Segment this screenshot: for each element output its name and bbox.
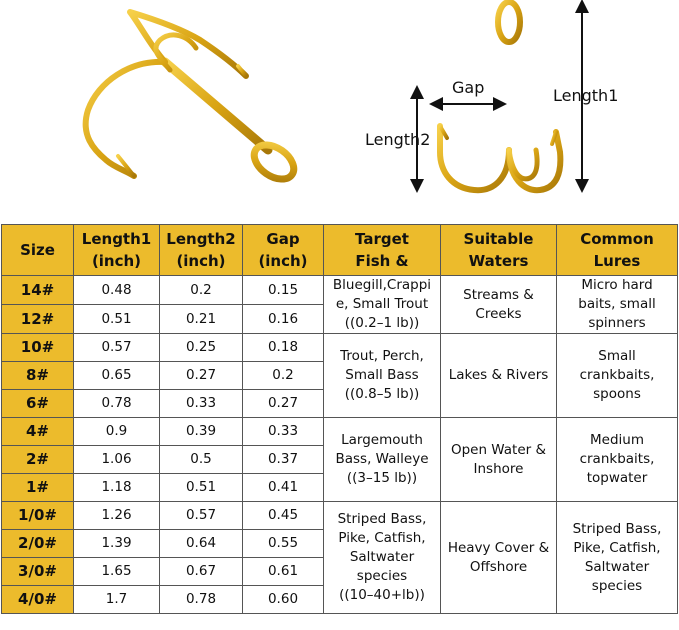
target-fish-cell: Bluegill,Crappi e, Small Trout ((0.2–1 lb)) <box>324 276 441 334</box>
length2-cell: 0.57 <box>160 502 243 530</box>
table-row <box>2 502 678 530</box>
length1-cell: 1.18 <box>74 474 160 502</box>
gap-cell: 0.55 <box>243 530 324 558</box>
header-length1: Length1 (inch) <box>74 225 160 276</box>
gap-cell: 0.18 <box>243 334 324 362</box>
suitable-waters-cell: Lakes & Rivers <box>441 334 557 418</box>
table-row <box>2 334 678 362</box>
length1-cell: 0.78 <box>74 390 160 418</box>
treble-hook-illustrations <box>0 0 679 222</box>
header-length2: Length2 (inch) <box>160 225 243 276</box>
common-lures-cell: Striped Bass, Pike, Catfish, Saltwater species <box>557 502 678 614</box>
gap-cell: 0.16 <box>243 305 324 334</box>
gap-cell: 0.2 <box>243 362 324 390</box>
length2-cell: 0.51 <box>160 474 243 502</box>
target-fish-cell: Largemouth Bass, Walleye ((3–15 lb)) <box>324 418 441 502</box>
header-size: Size <box>2 225 74 276</box>
header-target-fish: Target Fish & <box>324 225 441 276</box>
length2-cell: 0.64 <box>160 530 243 558</box>
length1-label: Length1 <box>553 86 619 105</box>
size-cell: 6# <box>2 390 74 418</box>
length1-cell: 0.48 <box>74 276 160 305</box>
suitable-waters-cell: Streams & Creeks <box>441 276 557 334</box>
size-cell: 1# <box>2 474 74 502</box>
size-cell: 8# <box>2 362 74 390</box>
table-row <box>2 418 678 446</box>
target-fish-cell: Striped Bass, Pike, Catfish, Saltwater species ((10–40+lb)) <box>324 502 441 614</box>
size-cell: 3/0# <box>2 558 74 586</box>
length2-cell: 0.27 <box>160 362 243 390</box>
length1-cell: 1.39 <box>74 530 160 558</box>
size-cell: 14# <box>2 276 74 305</box>
gap-cell: 0.60 <box>243 586 324 614</box>
length1-cell: 1.7 <box>74 586 160 614</box>
treble-hook-angled <box>86 12 300 186</box>
target-fish-cell: Trout, Perch, Small Bass ((0.8–5 lb)) <box>324 334 441 418</box>
gap-label: Gap <box>452 78 485 97</box>
length2-cell: 0.25 <box>160 334 243 362</box>
hook-diagram <box>0 0 679 222</box>
length1-cell: 0.57 <box>74 334 160 362</box>
gap-cell: 0.41 <box>243 474 324 502</box>
size-cell: 10# <box>2 334 74 362</box>
header-common-lures: Common Lures <box>557 225 678 276</box>
gap-cell: 0.15 <box>243 276 324 305</box>
length2-cell: 0.2 <box>160 276 243 305</box>
size-cell: 1/0# <box>2 502 74 530</box>
suitable-waters-cell: Heavy Cover & Offshore <box>441 502 557 614</box>
length1-cell: 1.65 <box>74 558 160 586</box>
length1-cell: 0.9 <box>74 418 160 446</box>
length2-cell: 0.67 <box>160 558 243 586</box>
length2-cell: 0.39 <box>160 418 243 446</box>
length2-cell: 0.21 <box>160 305 243 334</box>
hook-size-table <box>1 224 678 614</box>
common-lures-cell: Small crankbaits, spoons <box>557 334 678 418</box>
size-cell: 2/0# <box>2 530 74 558</box>
gap-cell: 0.37 <box>243 446 324 474</box>
length1-cell: 0.51 <box>74 305 160 334</box>
header-gap: Gap (inch) <box>243 225 324 276</box>
header-suitable-waters: Suitable Waters <box>441 225 557 276</box>
size-cell: 4# <box>2 418 74 446</box>
length1-cell: 0.65 <box>74 362 160 390</box>
length2-cell: 0.33 <box>160 390 243 418</box>
gap-cell: 0.27 <box>243 390 324 418</box>
length2-cell: 0.78 <box>160 586 243 614</box>
length2-label: Length2 <box>365 130 431 149</box>
size-cell: 2# <box>2 446 74 474</box>
table-row <box>2 276 678 305</box>
length1-cell: 1.26 <box>74 502 160 530</box>
suitable-waters-cell: Open Water & Inshore <box>441 418 557 502</box>
size-cell: 12# <box>2 305 74 334</box>
common-lures-cell: Medium crankbaits, topwater <box>557 418 678 502</box>
length2-cell: 0.5 <box>160 446 243 474</box>
gap-cell: 0.61 <box>243 558 324 586</box>
size-cell: 4/0# <box>2 586 74 614</box>
gap-cell: 0.33 <box>243 418 324 446</box>
table-header-row <box>2 225 678 276</box>
common-lures-cell: Micro hard baits, small spinners <box>557 276 678 334</box>
gap-cell: 0.45 <box>243 502 324 530</box>
length1-cell: 1.06 <box>74 446 160 474</box>
